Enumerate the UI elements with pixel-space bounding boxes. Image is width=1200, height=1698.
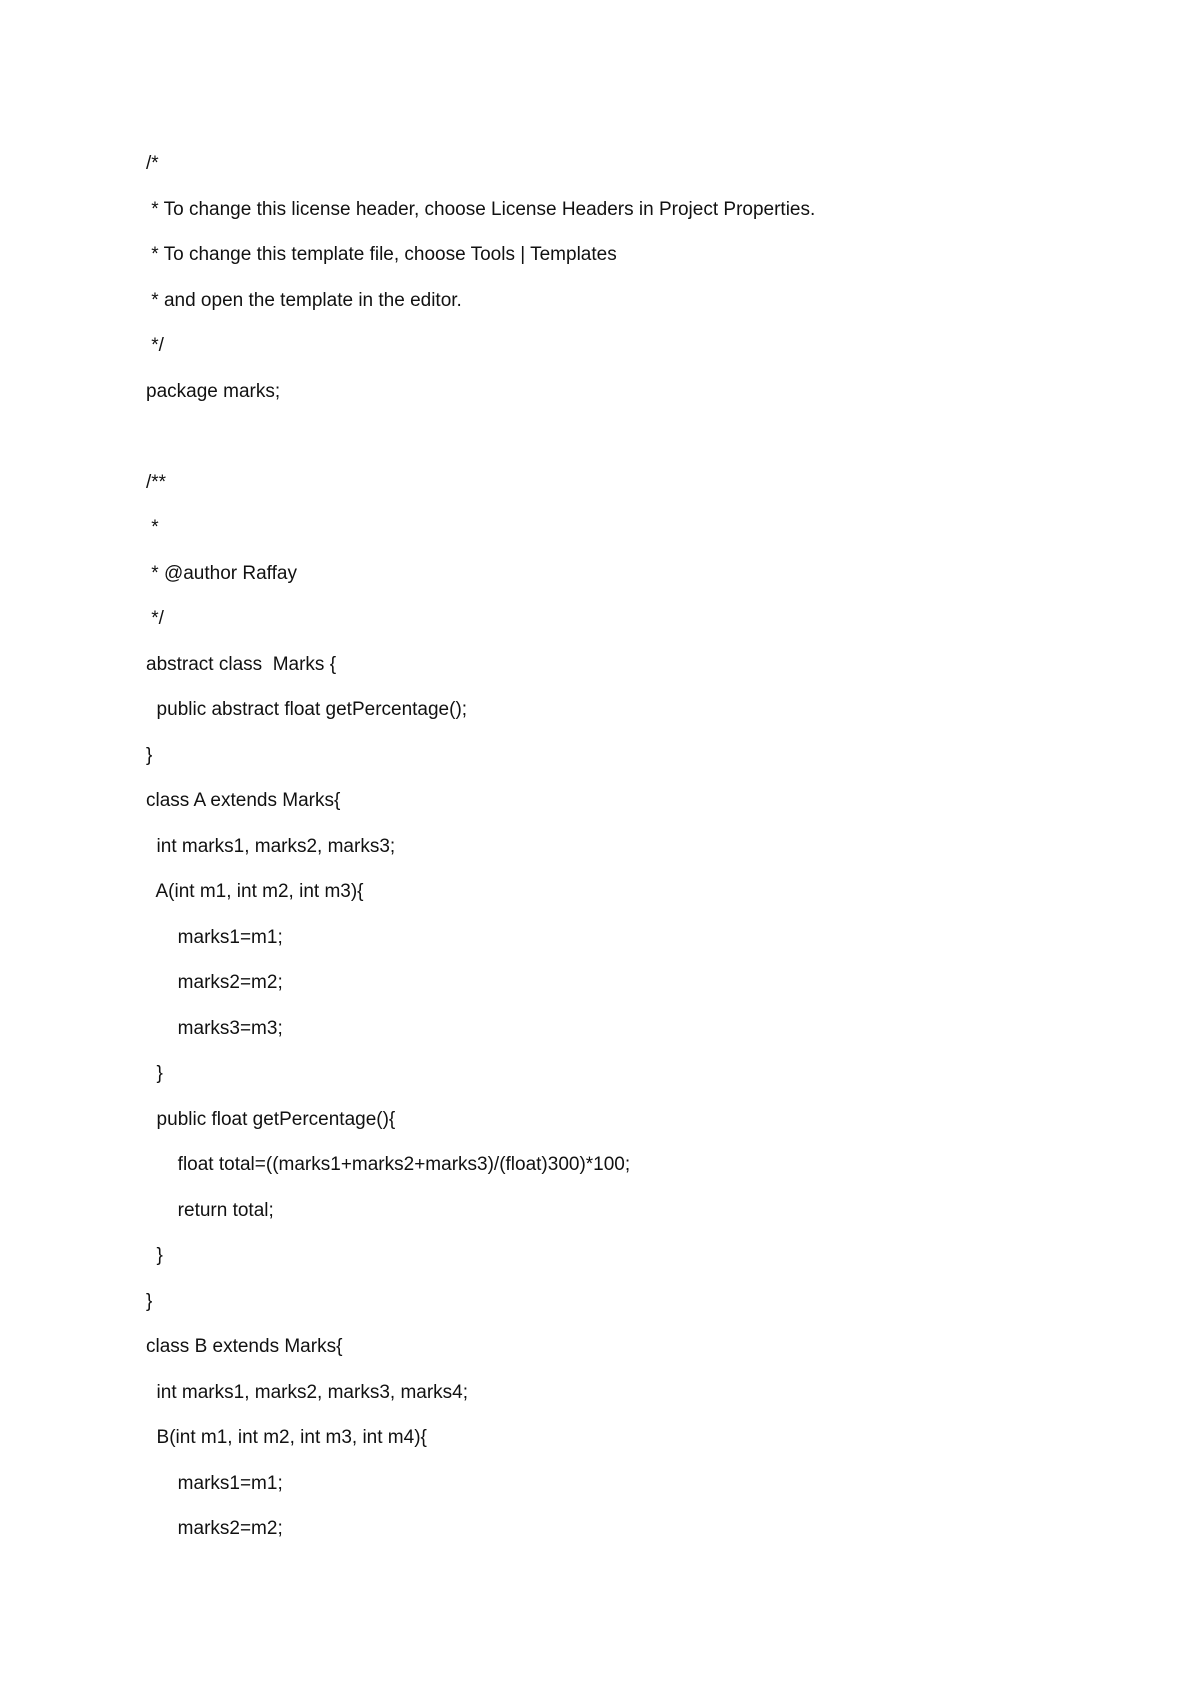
code-line: /** xyxy=(146,471,167,493)
code-line: * To change this template file, choose Tools | Templates xyxy=(146,244,617,265)
code-line: /* xyxy=(146,153,159,174)
code-line: } xyxy=(146,1245,163,1266)
code-line: marks1=m1; xyxy=(146,1472,283,1494)
code-line xyxy=(146,414,1146,460)
code-line: } xyxy=(146,744,153,766)
code-line: * To change this license header, choose License Headers in Project Properties. xyxy=(146,198,816,220)
code-line: B(int m1, int m2, int m3, int m4){ xyxy=(146,1427,427,1448)
code-line: class B extends Marks{ xyxy=(146,1336,343,1357)
code-line: */ xyxy=(146,608,164,629)
code-line: class A extends Marks{ xyxy=(146,790,341,811)
code-line: marks1=m1; xyxy=(146,926,283,948)
code-listing xyxy=(146,141,1146,1552)
code-line: float total=((marks1+marks2+marks3)/(float)300)*100; xyxy=(146,1154,631,1175)
code-line: abstract class Marks { xyxy=(146,653,337,675)
code-line: marks2=m2; xyxy=(146,972,283,993)
code-line: } xyxy=(146,1290,153,1312)
code-line: */ xyxy=(146,335,164,356)
code-line: return total; xyxy=(146,1199,274,1221)
code-line: package marks; xyxy=(146,380,281,402)
code-line: public float getPercentage(){ xyxy=(146,1108,396,1130)
code-line: } xyxy=(146,1063,163,1084)
code-line: A(int m1, int m2, int m3){ xyxy=(146,881,364,902)
code-line: * xyxy=(146,517,159,538)
code-line: * @author Raffay xyxy=(146,562,297,584)
code-line: * and open the template in the editor. xyxy=(146,289,462,311)
code-line: int marks1, marks2, marks3; xyxy=(146,835,396,857)
code-line: int marks1, marks2, marks3, marks4; xyxy=(146,1381,469,1403)
code-line: public abstract float getPercentage(); xyxy=(146,699,468,720)
code-line: marks2=m2; xyxy=(146,1518,283,1539)
code-line: marks3=m3; xyxy=(146,1017,283,1039)
